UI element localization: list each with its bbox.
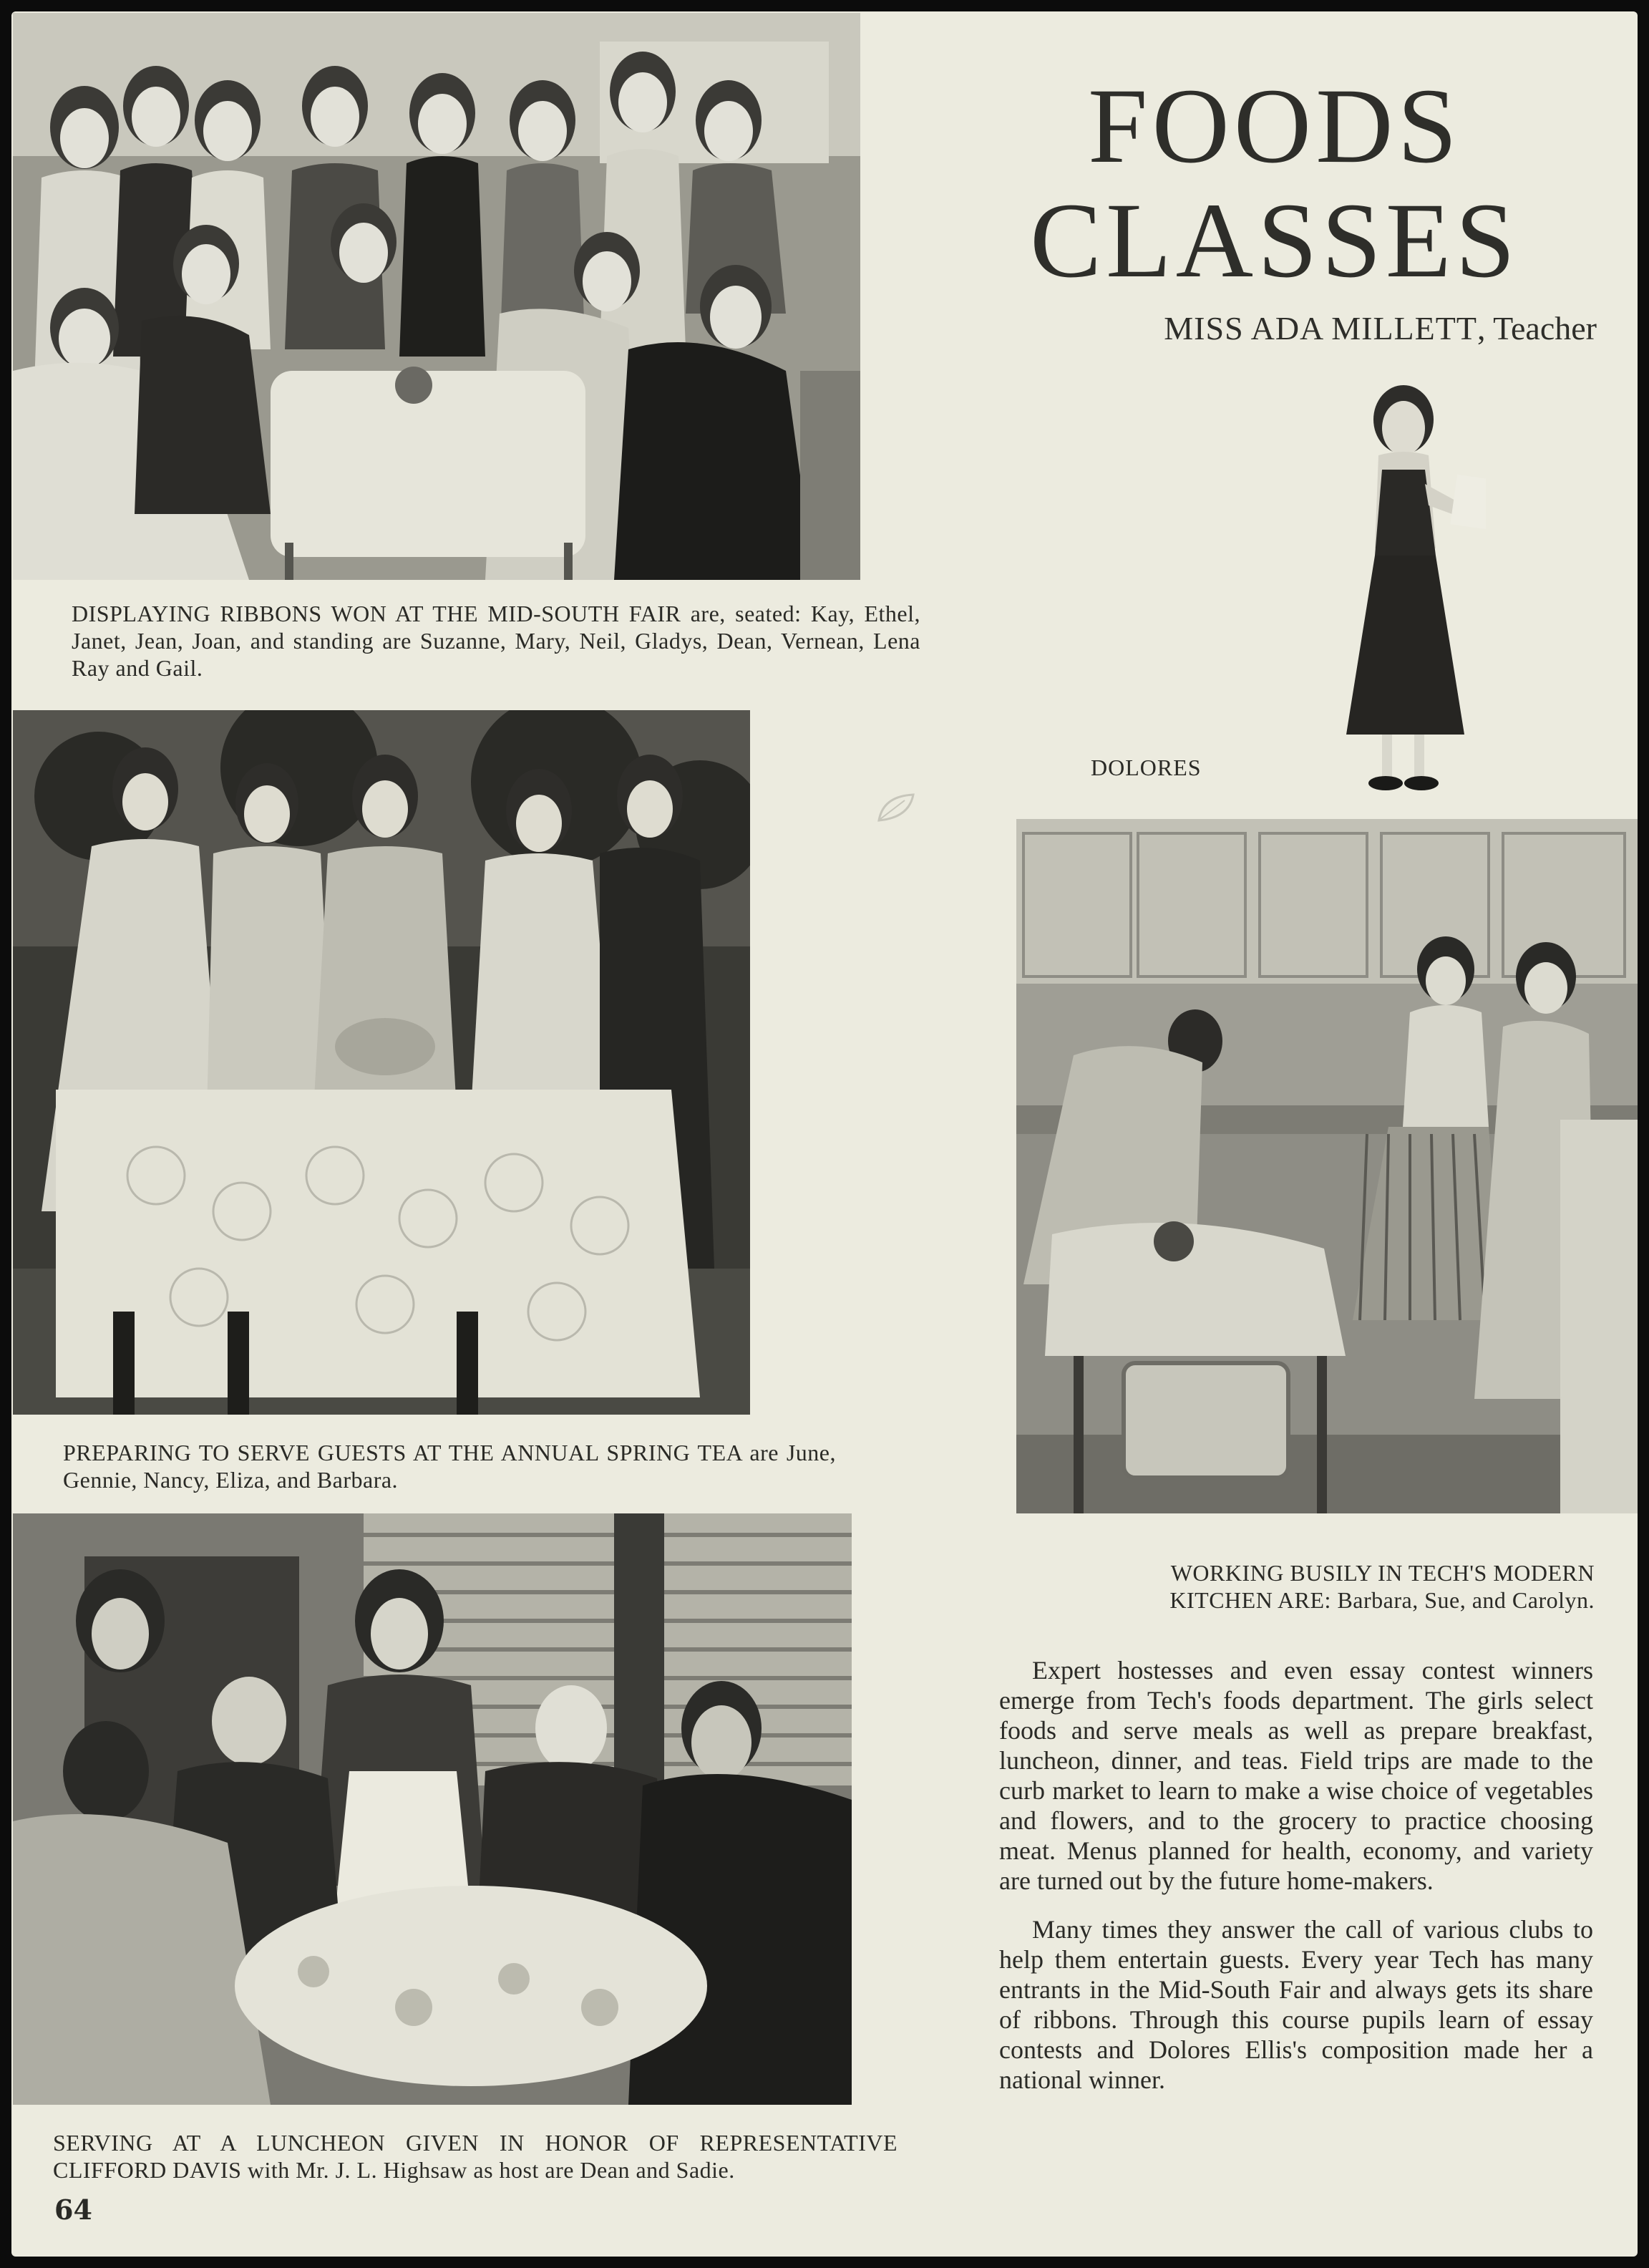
caption-spring-tea-rest: are June, Gennie, Nancy, Eliza, and Barbara. [63, 1440, 837, 1493]
photo-spring-tea [13, 710, 750, 1415]
portrait-label: DOLORES [1091, 755, 1202, 780]
caption-luncheon [53, 2129, 898, 2184]
caption-luncheon-rest: with Mr. J. L. Highsaw as host are Dean and Sadie. [241, 2157, 735, 2183]
photo-luncheon-illustration [13, 1513, 852, 2105]
page-title-line2: CLASSES [1030, 181, 1519, 300]
photo-kitchen [1016, 819, 1638, 1513]
yearbook-page [11, 11, 1638, 2257]
article-paragraph-1: Expert hostesses and even essay contest winners emerge from Tech's foods department. The girls select foods and serve meals as well as prepare breakfast, luncheon, dinner, and teas. Field trips are made to the curb market to learn to make a wise choice of vegetables and flowers, and to the grocery to practice choosing meat. Menus planned for health, economy, and variety are turned out by the future home-makers. [999, 1656, 1593, 1895]
photo-kitchen-illustration [1016, 819, 1638, 1513]
caption-spring-tea [63, 1439, 836, 1493]
teacher-name: MISS ADA MILLETT [1164, 310, 1477, 346]
caption-ribbons [72, 600, 920, 682]
caption-luncheon-lead: SERVING AT A LUNCHEON GIVEN IN HONOR OF REPRESENTATIVE CLIFFORD DAVIS [53, 2130, 898, 2183]
caption-spring-tea-lead: PREPARING TO SERVE GUESTS AT THE ANNUAL SPRING TEA [63, 1440, 742, 1465]
photo-tea-illustration [13, 710, 750, 1415]
caption-kitchen [1072, 1559, 1595, 1614]
page-number: 64 [54, 2194, 92, 2226]
teacher-role: Teacher [1493, 310, 1597, 346]
article-body [999, 1655, 1593, 2113]
page-title-line1: FOODS [1088, 67, 1461, 185]
teacher-line [1042, 309, 1597, 349]
photo-ribbons-group [13, 13, 860, 580]
leaf-icon [876, 792, 916, 823]
teacher-separator: , [1477, 310, 1494, 346]
photo-ribbons-illustration [13, 13, 860, 580]
caption-ribbons-lead: DISPLAYING RIBBONS WON AT THE MID-SOUTH FAIR [72, 601, 681, 626]
photo-luncheon [13, 1513, 852, 2105]
caption-kitchen-lead: WORKING BUSILY IN TECH'S MODERN KITCHEN ARE: [1169, 1560, 1595, 1613]
caption-kitchen-rest: Barbara, Sue, and Carolyn. [1331, 1587, 1595, 1613]
portrait-dolores [1307, 377, 1486, 820]
caption-ribbons-rest: are, seated: Kay, Ethel, Janet, Jean, Joan, and standing are Suzanne, Mary, Neil, Gladys, Dean, Vernean, Lena Ray and Gail. [72, 601, 920, 681]
article-paragraph-2: Many times they answer the call of various clubs to help them entertain guests. Every year Tech has many entrants in the Mid-South Fair and always gets its share of ribbons. Through this course pupils learn of essay contests and Dolores Ellis's composition made her a national winner. [999, 1915, 1593, 2094]
